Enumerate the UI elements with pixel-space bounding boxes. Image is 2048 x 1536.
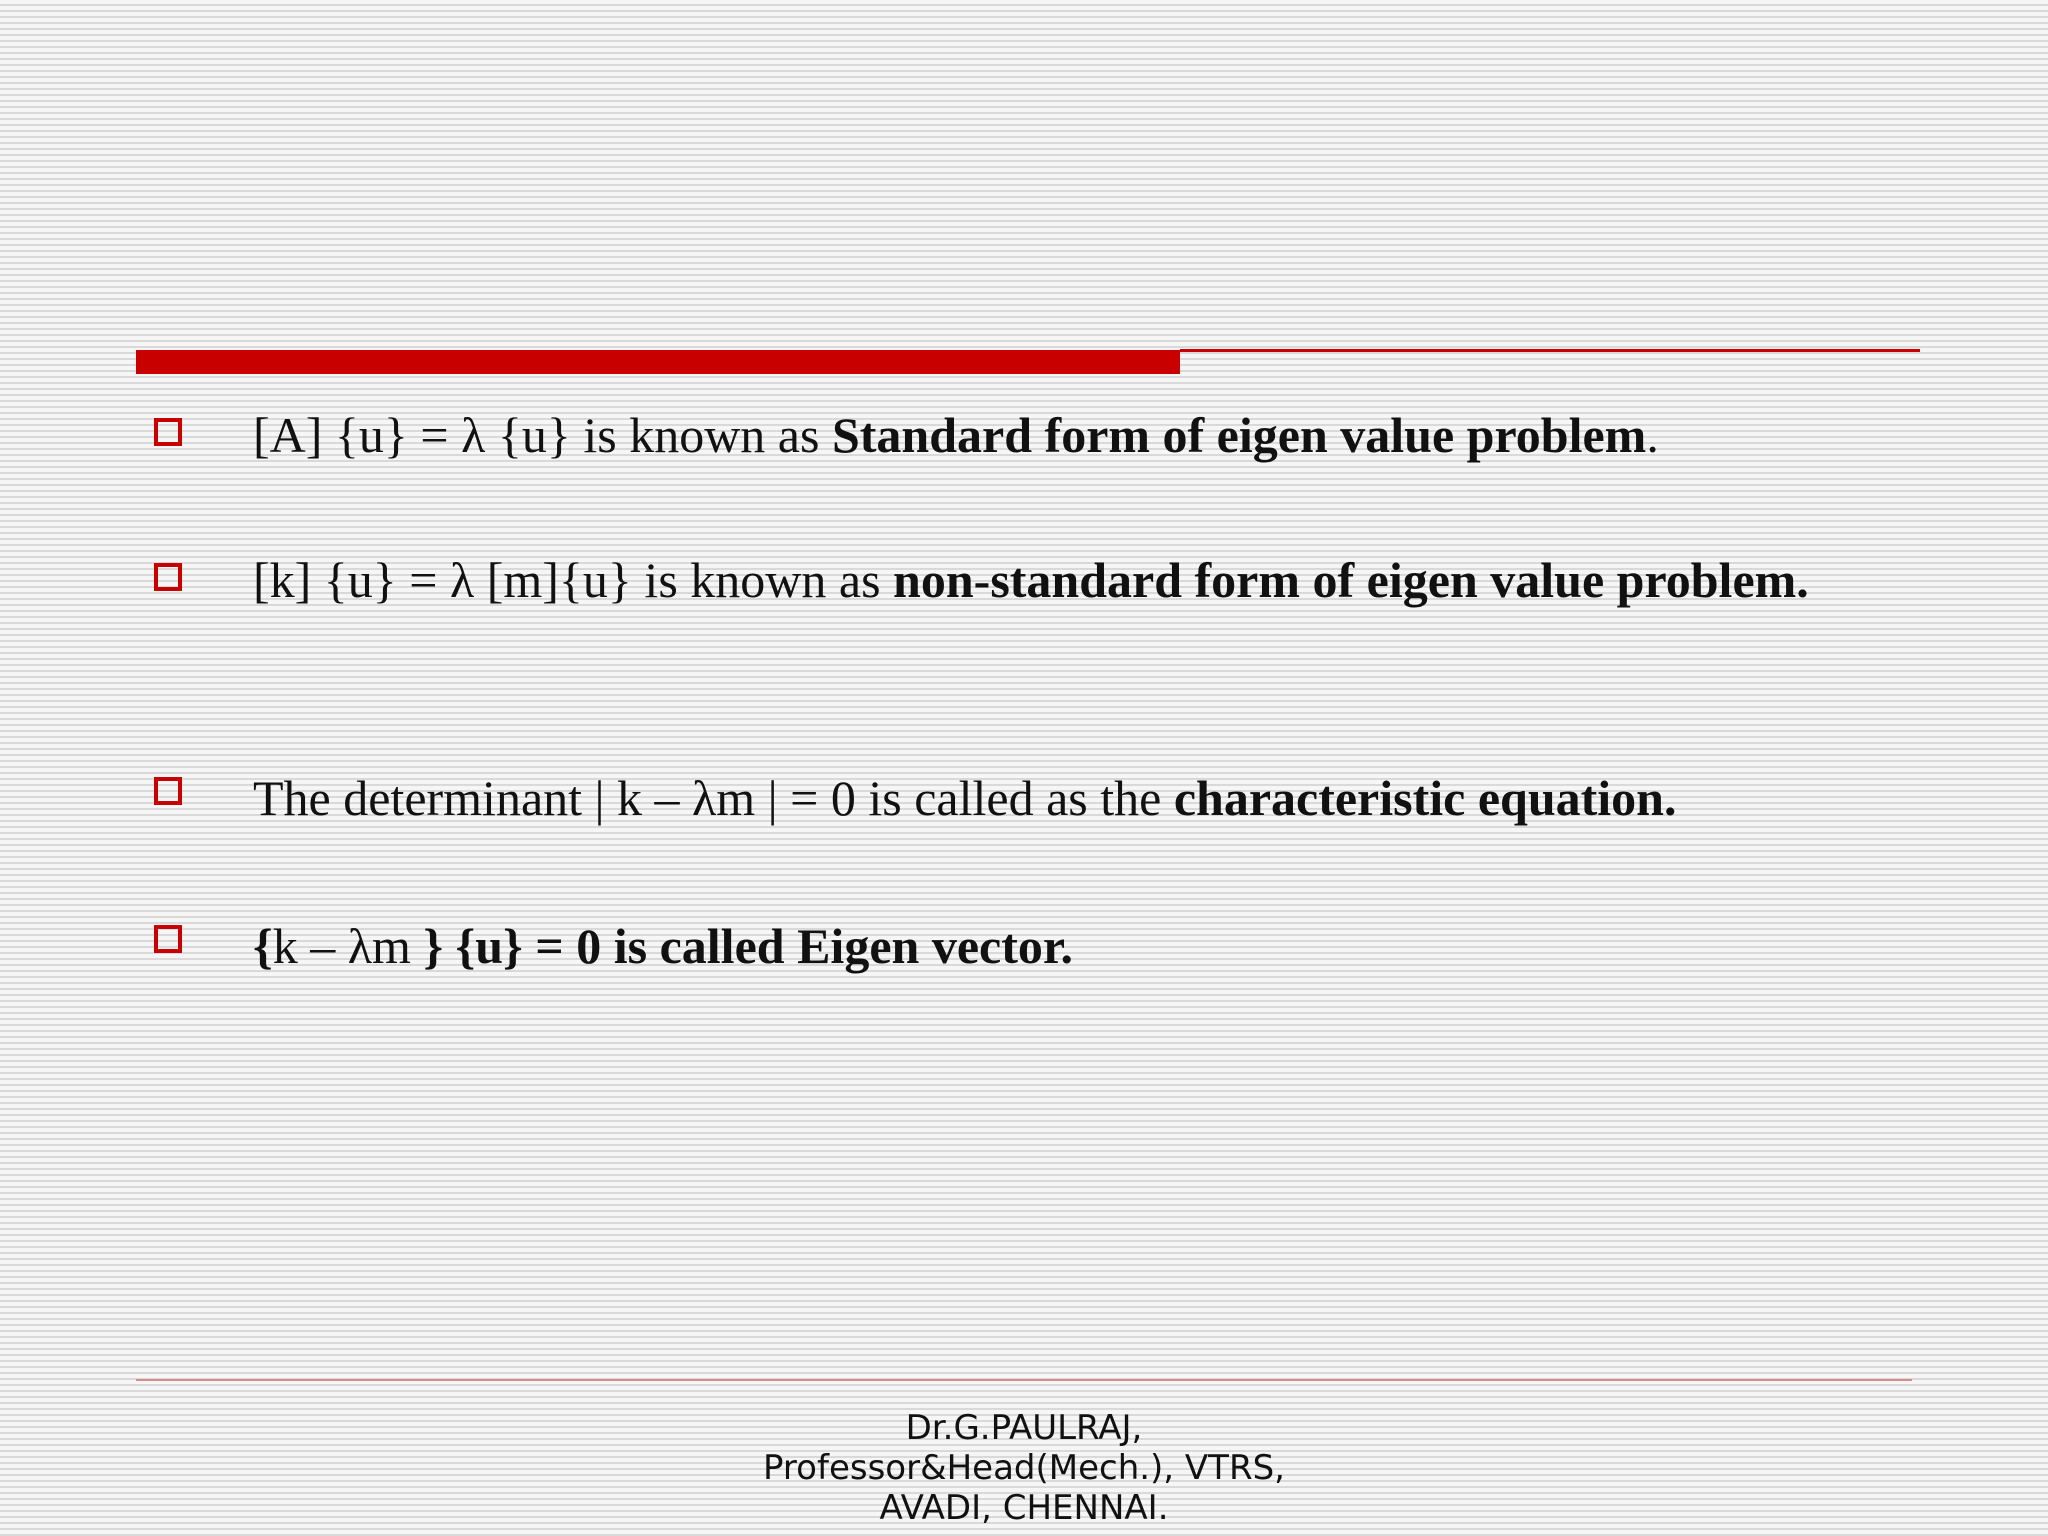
square-bullet-icon	[154, 418, 182, 446]
footer-author: Dr.G.PAULRAJ,	[905, 1408, 1143, 1448]
bullet-plain-text: [k] {u} = λ [m]{u} is known as	[253, 552, 894, 608]
bullet-lead-brace: {	[253, 918, 273, 974]
footer-divider	[136, 1379, 1912, 1381]
square-bullet-icon	[154, 563, 182, 591]
bullet-plain-text: k – λm	[272, 918, 424, 974]
footer-location: AVADI, CHENNAI.	[879, 1488, 1169, 1528]
bullet-plain-text: [A] {u} = λ {u} is known as	[253, 407, 832, 463]
bullet-text	[253, 763, 1897, 833]
square-bullet-icon	[154, 777, 182, 805]
title-accent-line	[1180, 349, 1920, 352]
square-bullet-icon	[154, 925, 182, 953]
bullet-bold-text: non-standard form of eigen value problem.	[893, 552, 1809, 608]
bullet-text	[253, 545, 1897, 615]
bullet-plain-text: The determinant | k – λm | = 0 is called as the	[253, 770, 1174, 826]
bullet-bold-text: characteristic equation.	[1173, 770, 1677, 826]
footer-position: Professor&Head(Mech.), VTRS,	[763, 1448, 1285, 1488]
bullet-tail-text: .	[1646, 407, 1659, 463]
bullet-text	[253, 911, 1897, 981]
bullet-text	[253, 400, 1897, 470]
footer-credit	[0, 1408, 2048, 1528]
bullet-bold-text: } {u} = 0 is called Eigen vector.	[423, 918, 1073, 974]
title-accent-bar	[136, 350, 1180, 374]
bullet-bold-text: Standard form of eigen value problem	[831, 407, 1647, 463]
